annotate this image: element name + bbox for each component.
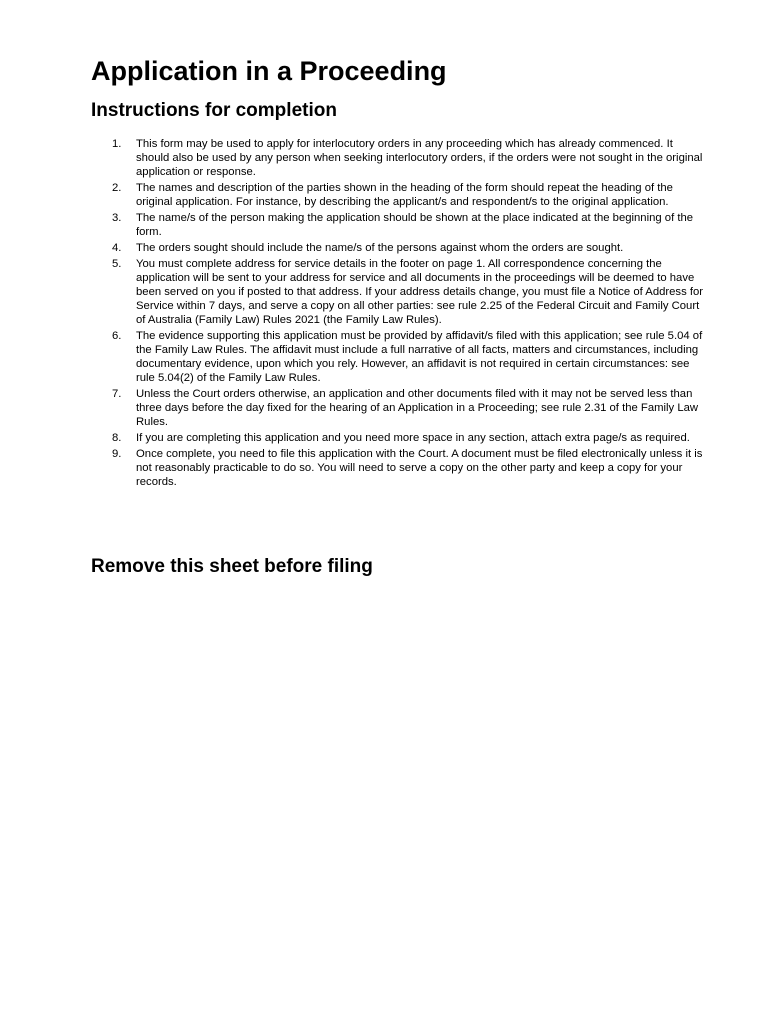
remove-sheet-note: Remove this sheet before filing [91, 556, 373, 577]
instruction-item [0, 242, 706, 256]
instruction-text: The name/s of the person making the application should be shown at the place indicated at the beginning of the form. [136, 212, 694, 239]
instruction-number: 2. [112, 182, 122, 195]
instruction-text: This form may be used to apply for interlocutory orders in any proceeding which has already commenced. It should also be used by any person when seeking interlocutory orders, if the orders were not sought in the original application or response. [136, 138, 703, 178]
instruction-item [0, 432, 706, 446]
instruction-item [0, 138, 706, 180]
instruction-number: 5. [112, 258, 122, 271]
instruction-number: 9. [112, 448, 122, 461]
instruction-item [0, 212, 706, 240]
instruction-item [0, 448, 706, 490]
page-title: Application in a Proceeding [91, 56, 447, 86]
instruction-number: 1. [112, 138, 122, 150]
instruction-number: 7. [112, 388, 122, 401]
instructions-list [0, 138, 770, 492]
instruction-item [0, 182, 706, 210]
instruction-number: 8. [112, 432, 122, 445]
instruction-text: Once complete, you need to file this application with the Court. A document must be filed electronically unless it is not reasonably practicable to do so. You will need to serve a copy on the other party and keep a copy for your records. [136, 448, 703, 489]
instruction-text: If you are completing this application and you need more space in any section, attach extra page/s as required. [136, 432, 690, 445]
instruction-item [0, 330, 706, 386]
instruction-number: 6. [112, 330, 122, 343]
instruction-number: 3. [112, 212, 122, 225]
instruction-text: The evidence supporting this application must be provided by affidavit/s filed with this application; see rule 5.04 of the Family Law Rules. The affidavit must include a full narrative of all facts, matters and circumstances, including documentary evidence, upon which you rely. However, an affidavit is not required in certain circumstances: see rule 5.04(2) of the Family Law Rules. [136, 330, 703, 384]
instructions-heading: Instructions for completion [91, 100, 337, 121]
instruction-text: The orders sought should include the name/s of the persons against whom the orders are sought. [136, 242, 624, 255]
instruction-item [0, 258, 706, 328]
instruction-text: You must complete address for service details in the footer on page 1. All correspondence concerning the application will be sent to your address for service and all documents in the proceedings will be deemed to have been served on you if posted to that address. If your address details change, you must file a Notice of Address for Service within 7 days, and serve a copy on all other parties: see rule 2.25 of the Federal Circuit and Family Court of Australia (Family Law) Rules 2021 (the Family Law Rules). [136, 258, 704, 327]
instruction-text: The names and description of the parties shown in the heading of the form should repeat the heading of the original application. For instance, by describing the applicant/s and respondent/s to the original application. [136, 182, 673, 208]
instruction-number: 4. [112, 242, 122, 255]
instruction-text: Unless the Court orders otherwise, an application and other documents filed with it may not be served less than three days before the day fixed for the hearing of an Application in a Proceeding; see rule 2.31 of the Family Law Rules. [136, 388, 699, 428]
instruction-item [0, 388, 706, 430]
